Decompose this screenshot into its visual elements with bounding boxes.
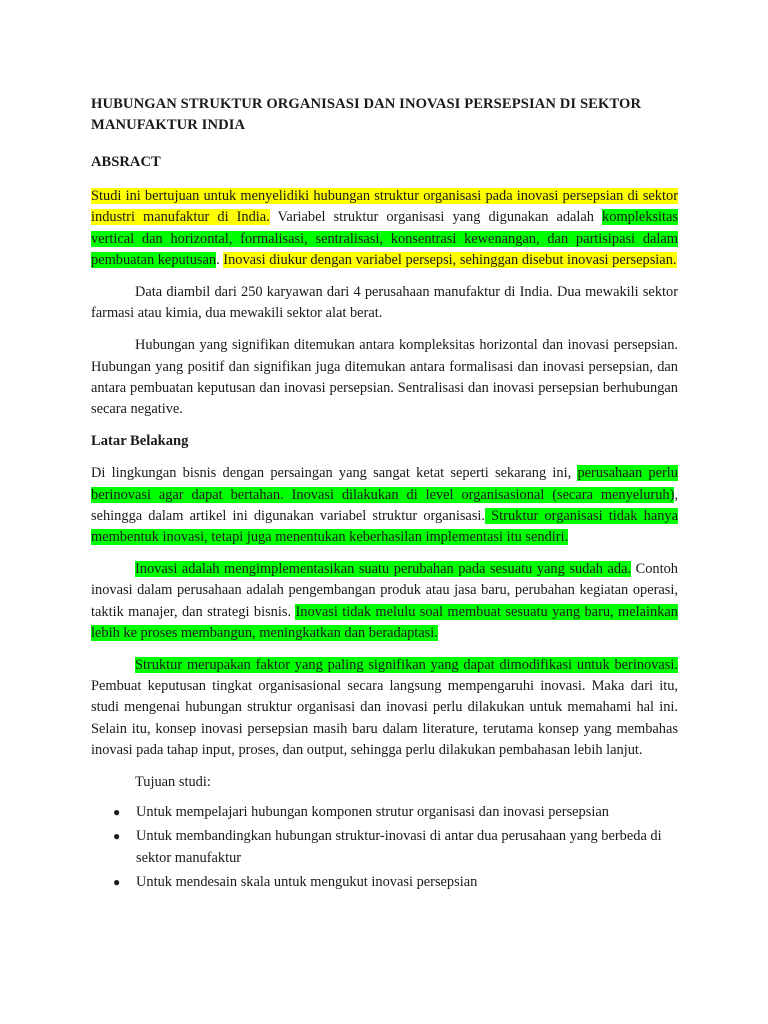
highlighted-text: Inovasi diukur dengan variabel persepsi, sehinggan disebut inovasi persepsian.	[223, 251, 677, 268]
highlighted-text: Inovasi tidak melulu soal membuat sesuatu yang baru, melainkan lebih ke proses membangun, meningkatkan dan beradaptasi.	[91, 603, 678, 641]
text-segment: Pembuat keputusan tingkat organisasional secara langsung mempengaruhi inovasi. Maka dari itu, studi mengenai hubungan struktur organisasi dan inovasi perlu dilakukan untuk memahami hal ini. Selain itu, konsep inovasi persepsian masih baru dalam literature, terutama konsep yang membahas inovasi pada tahap input, proses, dan output, sehingga perlu dilakukan pembahasan lebih lanjut.	[91, 678, 678, 758]
bullet-icon: ●	[113, 805, 121, 820]
abstract-paragraph-2: Data diambil dari 250 karyawan dari 4 perusahaan manufaktur di India. Dua mewakili sektor farmasi atau kimia, dua mewakili sektor alat berat.	[91, 284, 678, 322]
background-paragraph-3	[91, 655, 678, 761]
goal-text: Untuk membandingkan hubungan struktur-inovasi di antar dua perusahaan yang berbeda di sektor manufaktur	[136, 828, 662, 866]
document-title: HUBUNGAN STRUKTUR ORGANISASI DAN INOVASI PERSEPSIAN DI SEKTOR MANUFAKTUR INDIA	[91, 96, 642, 133]
highlighted-text: Struktur merupakan faktor yang paling signifikan yang dapat dimodifikasi untuk berinovasi.	[135, 657, 678, 674]
background-paragraph-1	[91, 463, 678, 548]
bullet-icon: ●	[113, 874, 121, 889]
document-page	[91, 94, 678, 896]
background-heading: Latar Belakang	[91, 433, 189, 450]
goal-text: Untuk mendesain skala untuk mengukut inovasi persepsian	[136, 873, 478, 890]
text-segment: , sehingga dalam artikel ini digunakan variabel struktur organisasi.	[91, 486, 678, 524]
highlighted-text: Studi ini bertujuan untuk menyelidiki hubungan struktur organisasi pada inovasi persepsian di sektor industri manufaktur di India.	[91, 188, 678, 226]
list-item	[113, 872, 678, 893]
bullet-icon: ●	[113, 829, 121, 844]
goals-list	[91, 802, 678, 893]
text-segment: Contoh inovasi dalam perusahaan adalah pengembangan produk atau jasa baru, perubahan kegiatan operasi, taktik manajer, dan strategi bisnis.	[91, 561, 678, 620]
list-item	[113, 826, 678, 868]
abstract-heading: ABSRACT	[91, 154, 161, 170]
abstract-paragraph-3: Hubungan yang signifikan ditemukan antara kompleksitas horizontal dan inovasi persepsian. Hubungan yang positif dan signifikan juga ditemukan antara formalisasi dan inovasi persepsian, dan antara pembuatan keputusan dan inovasi persepsian. Sentralisasi dan inovasi persepsian berhubungan secara negative.	[91, 337, 678, 418]
text-segment: Di lingkungan bisnis dengan persaingan yang sangat ketat seperti sekarang ini,	[91, 465, 578, 482]
list-item	[113, 802, 678, 823]
highlighted-text: perusahaan perlu berinovasi agar dapat bertahan. Inovasi dilakukan di level organisasional (secara menyeluruh)	[91, 465, 679, 503]
goal-text: Untuk mempelajari hubungan komponen strutur organisasi dan inovasi persepsian	[136, 804, 609, 821]
highlighted-text: kompleksitas vertical dan horizontal, formalisasi, sentralisasi, konsentrasi kewenangan, dan partisipasi dalam pembuatan keputusan	[91, 209, 678, 268]
abstract-paragraph-1	[91, 186, 678, 271]
goals-label: Tujuan studi:	[135, 774, 211, 791]
background-paragraph-2	[91, 559, 678, 644]
text-segment: .	[216, 251, 224, 268]
highlighted-text: Inovasi adalah mengimplementasikan suatu perubahan pada sesuatu yang sudah ada.	[135, 561, 632, 578]
highlighted-text: Struktur organisasi tidak hanya membentuk inovasi, tetapi juga menentukan keberhasilan implementasi itu sendiri.	[91, 507, 678, 546]
text-segment: Variabel struktur organisasi yang digunakan adalah	[269, 209, 603, 226]
